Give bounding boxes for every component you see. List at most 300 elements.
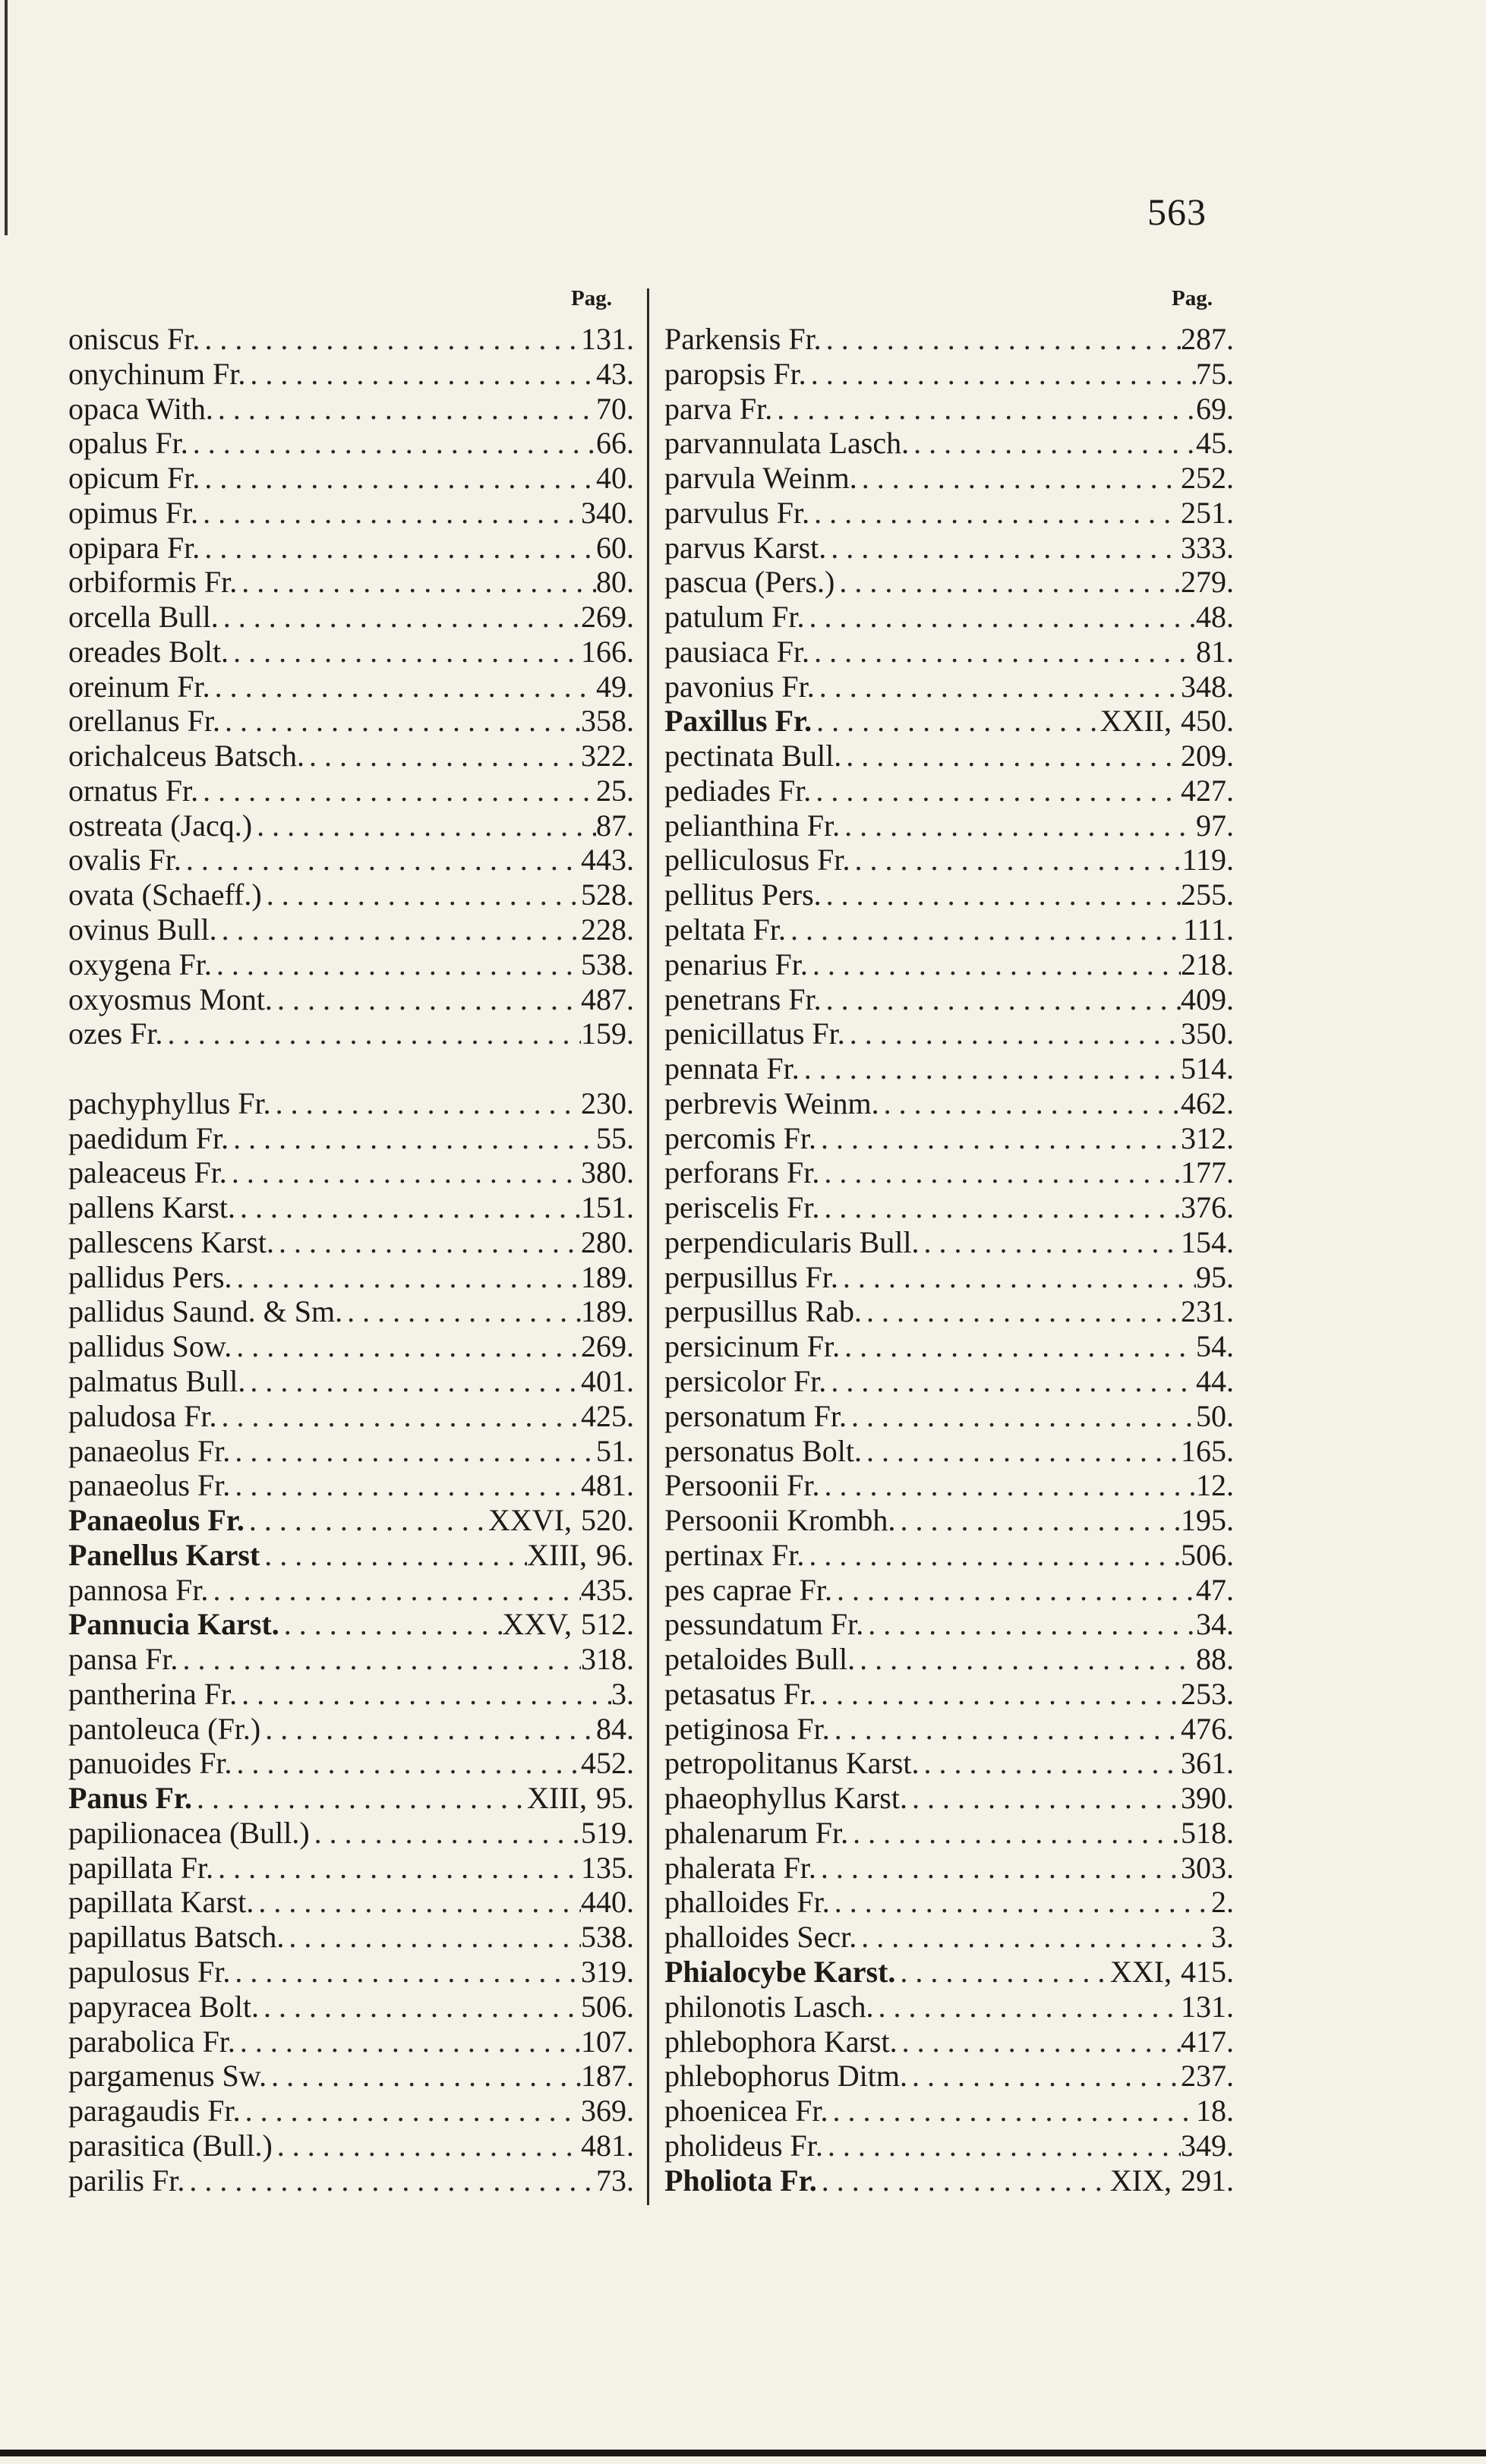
dot-leader: [809, 635, 1196, 669]
dot-leader: [879, 1087, 1181, 1120]
dot-leader: [213, 1851, 581, 1885]
page-reference: 12.: [1196, 1469, 1234, 1503]
species-name: opaca With.: [68, 392, 213, 426]
page-reference: 319.: [581, 1955, 634, 1989]
page-reference: 45.: [1196, 427, 1234, 461]
species-name: pertinax Fr.: [664, 1538, 805, 1572]
dot-leader: [806, 358, 1196, 391]
dot-leader: [800, 1052, 1181, 1085]
species-name: pelianthina Fr.: [664, 808, 841, 843]
dot-leader: [245, 1365, 581, 1398]
index-entry: [68, 1469, 634, 1502]
page-reference: 349.: [1181, 2128, 1234, 2163]
dot-leader: [230, 1435, 596, 1468]
page-reference: 415.: [1181, 1955, 1234, 1989]
dot-leader: [850, 843, 1182, 877]
species-name: pallidus Pers.: [68, 1260, 232, 1294]
index-entry: [68, 392, 634, 426]
dot-leader: [819, 1156, 1181, 1189]
dot-leader: [857, 1920, 1211, 1954]
species-name: petropolitanus Karst.: [664, 1747, 920, 1781]
species-name: perforans Fr.: [664, 1156, 820, 1190]
species-name: ovata (Schaeff.): [68, 878, 262, 912]
species-name: patulum Fr.: [664, 600, 805, 635]
index-entry: [68, 1678, 634, 1711]
page-reference: 48.: [1196, 600, 1234, 635]
bottom-edge-rule: [0, 2450, 1486, 2456]
index-entry: [68, 1713, 634, 1746]
page-reference: 18.: [1196, 2094, 1234, 2128]
species-name: ornatus Fr.: [68, 774, 199, 808]
page-reference: 348.: [1181, 670, 1234, 704]
species-name: pantherina Fr.: [68, 1677, 238, 1711]
index-entry: [68, 809, 634, 843]
species-name: onychinum Fr.: [68, 357, 246, 391]
page-reference: 231.: [1181, 1295, 1234, 1329]
dot-leader: [178, 1643, 581, 1676]
page-reference: 538.: [581, 947, 634, 982]
page-reference: 40.: [596, 462, 634, 496]
dot-leader: [786, 913, 1183, 947]
page-reference: 506.: [581, 1990, 634, 2024]
index-entry: [68, 1226, 634, 1259]
page-reference: 159.: [581, 1017, 634, 1051]
page-reference: 427.: [1181, 774, 1234, 808]
index-entry: [68, 358, 634, 391]
dot-leader: [920, 1747, 1182, 1780]
species-name: parabolica Fr.: [68, 2024, 235, 2059]
index-entry: [68, 739, 634, 773]
species-name: papilionacea (Bull.): [68, 1816, 310, 1850]
page-reference: 80.: [596, 566, 634, 600]
species-name: perpusillus Rab.: [664, 1295, 862, 1329]
species-name: pellitus Pers.: [664, 878, 822, 912]
page-reference: 253.: [1181, 1677, 1234, 1711]
species-name: paludosa Fr.: [68, 1399, 217, 1433]
page-edge-rule: [5, 0, 8, 235]
species-name: pallens Karst.: [68, 1191, 235, 1225]
dot-leader: [822, 323, 1181, 356]
index-entry: [664, 358, 1234, 391]
index-entry: [68, 1087, 634, 1120]
species-name: panaeolus Fr.: [68, 1469, 231, 1503]
index-entry: [68, 1920, 634, 1954]
dot-leader: [840, 809, 1196, 843]
index-entry: [68, 462, 634, 495]
page-reference: 49.: [596, 670, 634, 704]
page-reference: 538.: [581, 1920, 634, 1955]
dot-leader: [772, 392, 1196, 426]
species-name: perbrevis Weinm.: [664, 1086, 879, 1120]
index-entry: [68, 323, 634, 356]
species-name: pansa Fr.: [68, 1643, 178, 1677]
dot-leader: [811, 774, 1181, 808]
species-name: Persoonii Krombh.: [664, 1504, 896, 1538]
dot-leader: [260, 1539, 527, 1572]
index-entry: [68, 2025, 634, 2059]
page-reference: 165.: [1181, 1434, 1234, 1468]
dot-leader: [909, 427, 1196, 460]
species-name: papillata Fr.: [68, 1851, 214, 1885]
index-entry: [664, 809, 1234, 843]
index-entry: [664, 878, 1234, 912]
page-reference: 3.: [611, 1677, 634, 1711]
species-name: pausiaca Fr.: [664, 635, 810, 669]
species-name: pelliculosus Fr.: [664, 843, 850, 878]
species-name: pallidus Sow.: [68, 1330, 232, 1364]
dot-leader: [847, 1400, 1196, 1433]
dot-leader: [862, 1295, 1181, 1328]
dot-leader: [815, 670, 1181, 704]
page-reference: 154.: [1181, 1225, 1234, 1259]
page-reference: 481.: [581, 1469, 634, 1503]
species-name: pes caprae Fr.: [664, 1573, 833, 1607]
index-entry: [68, 1851, 634, 1885]
species-name: pachyphyllus Fr.: [68, 1086, 271, 1120]
dot-leader: [841, 739, 1181, 773]
index-entry: [664, 531, 1234, 565]
dot-leader: [895, 1504, 1181, 1537]
species-name: personatum Fr.: [664, 1399, 847, 1433]
index-entry: [68, 496, 634, 530]
species-name: parva Fr.: [664, 392, 773, 426]
index-entry: [664, 1122, 1234, 1155]
dot-leader: [284, 1920, 581, 1954]
species-name: paedidum Fr.: [68, 1121, 229, 1155]
dot-leader: [826, 531, 1181, 565]
page-reference: 50.: [1196, 1399, 1234, 1433]
index-entry: [664, 462, 1234, 495]
plate-number: XXV,: [502, 1608, 572, 1642]
page-reference: 25.: [596, 774, 634, 808]
dot-leader: [241, 2094, 581, 2128]
dot-leader: [822, 983, 1181, 1016]
species-name: penetrans Fr.: [664, 982, 822, 1016]
page-reference: 443.: [581, 843, 634, 878]
species-name: Parkensis Fr.: [664, 323, 822, 356]
index-entry: [68, 1886, 634, 1919]
left-index-column: [68, 323, 634, 2198]
index-entry: [68, 1191, 634, 1224]
page-reference: 450.: [1181, 704, 1234, 739]
index-entry: [68, 774, 634, 808]
page-reference: 476.: [1181, 1712, 1234, 1746]
index-entry: [664, 1017, 1234, 1051]
index-entry: [664, 1851, 1234, 1885]
page-reference: 237.: [1181, 2059, 1234, 2094]
genus-name: Panellus Karst: [68, 1538, 260, 1572]
dot-leader: [310, 1816, 581, 1850]
dot-leader: [237, 566, 596, 599]
page-reference: 287.: [1181, 323, 1234, 356]
species-name: penicillatus Fr.: [664, 1017, 845, 1051]
index-entry: [664, 1295, 1234, 1328]
species-name: phalloides Secr.: [664, 1920, 857, 1955]
page-reference: 322.: [581, 739, 634, 774]
dot-leader: [822, 878, 1181, 912]
dot-leader: [845, 1017, 1181, 1051]
dot-leader: [245, 1504, 488, 1537]
dot-leader: [848, 1816, 1181, 1850]
page-reference: 135.: [581, 1851, 634, 1885]
page-reference: 409.: [1181, 982, 1234, 1016]
page-reference: 251.: [1181, 496, 1234, 530]
index-entry: [68, 1504, 634, 1537]
species-name: opipara Fr.: [68, 531, 200, 565]
page-reference: 47.: [1196, 1573, 1234, 1607]
page-number: 563: [1147, 191, 1207, 233]
page-reference: 73.: [596, 2163, 634, 2198]
species-name: parilis Fr.: [68, 2163, 185, 2198]
dot-leader: [210, 670, 596, 704]
index-entry: [664, 635, 1234, 669]
page-reference: 187.: [581, 2059, 634, 2094]
index-entry: [68, 1990, 634, 2024]
plate-number: XXVI,: [488, 1504, 572, 1538]
page-reference: 252.: [1181, 462, 1234, 496]
page-reference: 166.: [581, 635, 634, 669]
dot-leader: [162, 1017, 581, 1051]
species-name: paleaceus Fr.: [68, 1156, 227, 1190]
index-entry: [664, 1400, 1234, 1433]
index-entry: [664, 1156, 1234, 1189]
dot-leader: [254, 1886, 581, 1919]
index-entry: [68, 948, 634, 982]
index-entry: [664, 774, 1234, 808]
dot-leader: [262, 878, 581, 912]
index-entry: [68, 1608, 634, 1641]
dot-leader: [304, 739, 581, 773]
page-reference: 34.: [1196, 1608, 1234, 1642]
genus-name: Panus Fr.: [68, 1782, 193, 1816]
page-reference: 111.: [1182, 913, 1234, 947]
dot-leader: [874, 1990, 1181, 2024]
species-name: pallescens Karst.: [68, 1225, 275, 1259]
species-name: paropsis Fr.: [664, 357, 806, 391]
index-entry: [68, 983, 634, 1016]
page-reference: 119.: [1182, 843, 1234, 878]
dot-leader: [832, 1574, 1196, 1607]
index-entry: [664, 1816, 1234, 1850]
page-reference: 54.: [1196, 1330, 1234, 1364]
index-entry: [68, 1400, 634, 1433]
index-entry: [68, 531, 634, 565]
genus-name: Panaeolus Fr.: [68, 1504, 245, 1538]
dot-leader: [895, 1955, 1109, 1989]
dot-leader: [274, 1226, 581, 1259]
dot-leader: [245, 358, 596, 391]
page-reference: 312.: [1181, 1121, 1234, 1155]
index-entry: [664, 1469, 1234, 1502]
index-entry: [68, 704, 634, 738]
plate-number: XXII,: [1100, 704, 1172, 739]
index-entry: [664, 1608, 1234, 1641]
species-name: panuoides Fr.: [68, 1747, 232, 1781]
index-entry: [664, 739, 1234, 773]
species-name: oxygena Fr.: [68, 947, 212, 982]
dot-leader: [898, 2025, 1181, 2059]
dot-leader: [840, 1330, 1196, 1363]
dot-leader: [198, 774, 596, 808]
page-reference: 512.: [581, 1608, 634, 1642]
dot-leader: [200, 323, 581, 356]
index-entry: [664, 843, 1234, 877]
dot-leader: [217, 1400, 581, 1433]
index-entry: [664, 2164, 1234, 2198]
page-reference: 189.: [581, 1295, 634, 1329]
page-reference: 390.: [1181, 1782, 1234, 1816]
species-name: pascua (Pers.): [664, 566, 835, 600]
page-reference: 333.: [1181, 531, 1234, 565]
page-reference: 87.: [596, 808, 634, 843]
genus-name: Paxillus Fr.: [664, 704, 812, 739]
species-name: orbiformis Fr.: [68, 566, 238, 600]
dot-leader: [213, 392, 596, 426]
page-reference: 269.: [581, 600, 634, 635]
page-reference: 3.: [1211, 1920, 1234, 1955]
page-reference: 96.: [596, 1538, 634, 1572]
plate-number: XXI,: [1109, 1955, 1172, 1989]
index-entry: [664, 1955, 1234, 1989]
page-reference: 84.: [596, 1712, 634, 1746]
index-entry: [68, 1122, 634, 1155]
species-name: perpusillus Fr.: [664, 1260, 838, 1294]
index-entry: [68, 1816, 634, 1850]
index-entry: [664, 704, 1234, 738]
species-name: ovalis Fr.: [68, 843, 181, 878]
dot-leader: [200, 531, 596, 565]
index-entry: [664, 1261, 1234, 1294]
dot-leader: [816, 1122, 1181, 1155]
species-name: petaloides Bull.: [664, 1643, 856, 1677]
dot-leader: [229, 635, 581, 669]
index-entry: [68, 1365, 634, 1398]
dot-leader: [834, 566, 1181, 599]
species-name: oreinum Fr.: [68, 670, 210, 704]
page-reference: 195.: [1181, 1504, 1234, 1538]
page-reference: 55.: [596, 1121, 634, 1155]
index-entry: [664, 600, 1234, 634]
page-reference: 376.: [1181, 1191, 1234, 1225]
page-reference: 481.: [581, 2128, 634, 2163]
dot-leader: [229, 1122, 596, 1155]
page-reference: 60.: [596, 531, 634, 565]
index-entry: [664, 392, 1234, 426]
page-reference: 303.: [1181, 1851, 1234, 1885]
page-reference: 218.: [1181, 947, 1234, 982]
index-entry: [664, 427, 1234, 460]
page-reference: 70.: [596, 392, 634, 426]
dot-leader: [907, 1782, 1181, 1815]
dot-leader: [830, 1713, 1181, 1746]
dot-leader: [200, 462, 596, 495]
page-reference: 291.: [1181, 2163, 1234, 2198]
species-name: pennata Fr.: [664, 1052, 800, 1086]
species-name: personatus Bolt.: [664, 1434, 862, 1468]
dot-leader: [267, 2059, 581, 2093]
index-entry: [68, 878, 634, 912]
index-entry: [68, 2164, 634, 2198]
right-index-column: [664, 323, 1234, 2198]
species-name: persicolor Fr.: [664, 1364, 827, 1398]
dot-leader: [857, 462, 1181, 495]
species-name: pholideus Fr.: [664, 2128, 823, 2163]
page-reference: 228.: [581, 913, 634, 947]
species-name: oreades Bolt.: [68, 635, 229, 669]
index-entry: [664, 948, 1234, 982]
index-entry: [68, 1782, 634, 1815]
species-name: phaeophyllus Karst.: [664, 1782, 907, 1816]
dot-leader: [230, 1955, 581, 1989]
species-name: parvannulata Lasch.: [664, 427, 910, 461]
index-entry: [664, 2059, 1234, 2093]
species-name: pavonius Fr.: [664, 670, 815, 704]
species-name: penarius Fr.: [664, 947, 808, 982]
species-name: pessundatum Fr.: [664, 1608, 864, 1642]
species-name: phalerata Fr.: [664, 1851, 816, 1885]
dot-leader: [273, 983, 581, 1016]
dot-leader: [823, 2129, 1181, 2163]
species-name: oxyosmus Mont.: [68, 982, 273, 1016]
page-reference: 81.: [1196, 635, 1234, 669]
species-name: panaeolus Fr.: [68, 1434, 231, 1468]
species-name: percomis Fr.: [664, 1121, 816, 1155]
index-entry: [68, 1261, 634, 1294]
page-reference: 44.: [1196, 1364, 1234, 1398]
page-reference: 369.: [581, 2094, 634, 2128]
right-column-header: Pag.: [1172, 286, 1213, 310]
page-reference: 230.: [581, 1086, 634, 1120]
page-reference: 528.: [581, 878, 634, 912]
species-name: orellanus Fr.: [68, 704, 220, 739]
species-name: phlebophora Karst.: [664, 2024, 898, 2059]
page-reference: 66.: [596, 427, 634, 461]
index-entry: [68, 1156, 634, 1189]
page-reference: 95.: [596, 1782, 634, 1816]
page-reference: 75.: [1196, 357, 1234, 391]
species-name: orichalceus Batsch.: [68, 739, 304, 774]
index-entry: [68, 566, 634, 599]
page-reference: 401.: [581, 1364, 634, 1398]
dot-leader: [259, 1990, 581, 2024]
index-entry: [664, 670, 1234, 704]
page-reference: 95.: [1196, 1260, 1234, 1294]
index-entry: [68, 1330, 634, 1363]
page-reference: 88.: [1196, 1643, 1234, 1677]
page-reference: 519.: [581, 1816, 634, 1850]
dot-leader: [232, 1330, 581, 1363]
plate-number: XIII,: [527, 1538, 587, 1572]
species-name: papulosus Fr.: [68, 1955, 231, 1989]
page-reference: 318.: [581, 1643, 634, 1677]
page-reference: 280.: [581, 1225, 634, 1259]
index-entry: [664, 566, 1234, 599]
species-name: phlebophorus Ditm.: [664, 2059, 907, 2094]
index-entry: [664, 2129, 1234, 2163]
dot-leader: [816, 1678, 1181, 1711]
dot-leader: [819, 1191, 1181, 1224]
species-name: perpendicularis Bull.: [664, 1225, 920, 1259]
page-reference: 435.: [581, 1573, 634, 1607]
species-name: philonotis Lasch.: [664, 1990, 874, 2024]
index-entry: [68, 1643, 634, 1676]
dot-leader: [826, 1365, 1196, 1398]
genus-name: Pannucia Karst.: [68, 1608, 279, 1642]
page-reference: 177.: [1181, 1156, 1234, 1190]
index-entry: [664, 323, 1234, 356]
index-entry: [68, 600, 634, 634]
index-entry: [664, 496, 1234, 530]
